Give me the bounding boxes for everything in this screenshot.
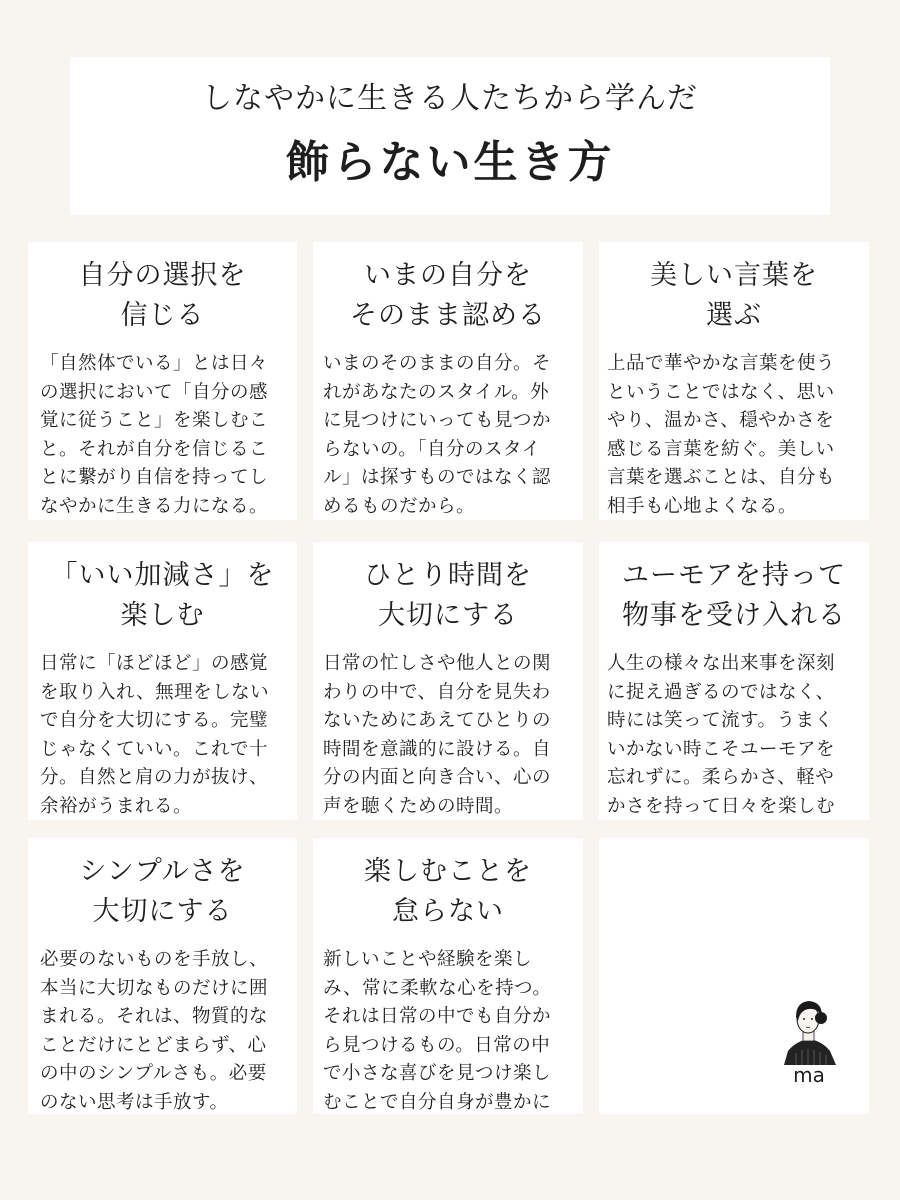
title-panel (70, 57, 830, 215)
card-body: 日常の忙しさや他人との関 わりの中で、自分を見失わ ないためにあえてひとりの 時間を意識的に設ける。自 分の内面と向き合い、心の 声を聴くための時間。 (323, 653, 552, 817)
card-heading: ひとり時間を 大切にする (364, 560, 532, 631)
card-heading: 「いい加減さ」を 楽しむ (50, 560, 275, 631)
card-body: 新しいことや経験を楽し み、常に柔軟な心を持つ。 それは日常の中でも自分か ら見つけるもの。日常の中 で小さな喜びを見つけ楽し むことで自分自身が豊かに (323, 949, 552, 1113)
card-keep-enjoying (313, 838, 583, 1114)
card-body: 「自然体でいる」とは日々 の選択において「自分の感 覚に従うこと」を楽しむこ と。それが自分を信じるこ とに繋がり自信を持ってし なやかに生きる力になる。 (40, 353, 269, 517)
page-title: 飾らない生き方 (285, 137, 615, 188)
card-humor (599, 542, 869, 820)
card-body: 上品で華やかな言葉を使う ということではなく、思い やり、温かさ、穏やかさを 感じる言葉を紡ぐ。美しい 言葉を選ぶことは、自分も 相手も心地よくなる。 (607, 353, 836, 517)
author-avatar (776, 995, 842, 1085)
card-beautiful-words (599, 242, 869, 520)
card-heading: 自分の選択を 信じる (78, 260, 247, 331)
woman-portrait-icon (776, 995, 842, 1065)
card-heading: シンプルさを 大切にする (79, 856, 246, 927)
card-body: 必要のないものを手放し、 本当に大切なものだけに囲 まれる。それは、物質的な ことだけにとどまらず、心 の中のシンプルさも。必要 のない思考は手放す。 (40, 949, 269, 1113)
page-subtitle: しなやかに生きる人たちから学んだ (202, 81, 698, 116)
card-enjoy-looseness (28, 542, 297, 820)
card-accept-yourself (313, 242, 583, 520)
card-body: 人生の様々な出来事を深刻 に捉え過ぎるのではなく、 時には笑って流す。うまく いかない時こそユーモアを 忘れずに。柔らかさ、軽や かさを持って日々を楽しむ (607, 653, 836, 817)
card-alone-time (313, 542, 583, 820)
card-body: 日常に「ほどほど」の感覚 を取り入れ、無理をしない で自分を大切にする。完璧 じゃなくていい。これで十 分。自然と肩の力が抜け、 余裕がうまれる。 (40, 653, 270, 817)
card-body: いまのそのままの自分。そ れがあなたのスタイル。外 に見つけにいっても見つか らないの。「自分のスタイ ル」は探すものではなく認 めるものだから。 (323, 353, 552, 517)
card-trust-choices (28, 242, 297, 520)
author-name: ma (793, 1063, 825, 1087)
card-heading: 楽しむことを 怠らない (364, 856, 532, 927)
card-heading: いまの自分を そのまま認める (350, 260, 546, 331)
card-heading: 美しい言葉を 選ぶ (650, 260, 818, 331)
card-simplicity (28, 838, 297, 1114)
card-heading: ユーモアを持って 物事を受け入れる (622, 560, 846, 631)
